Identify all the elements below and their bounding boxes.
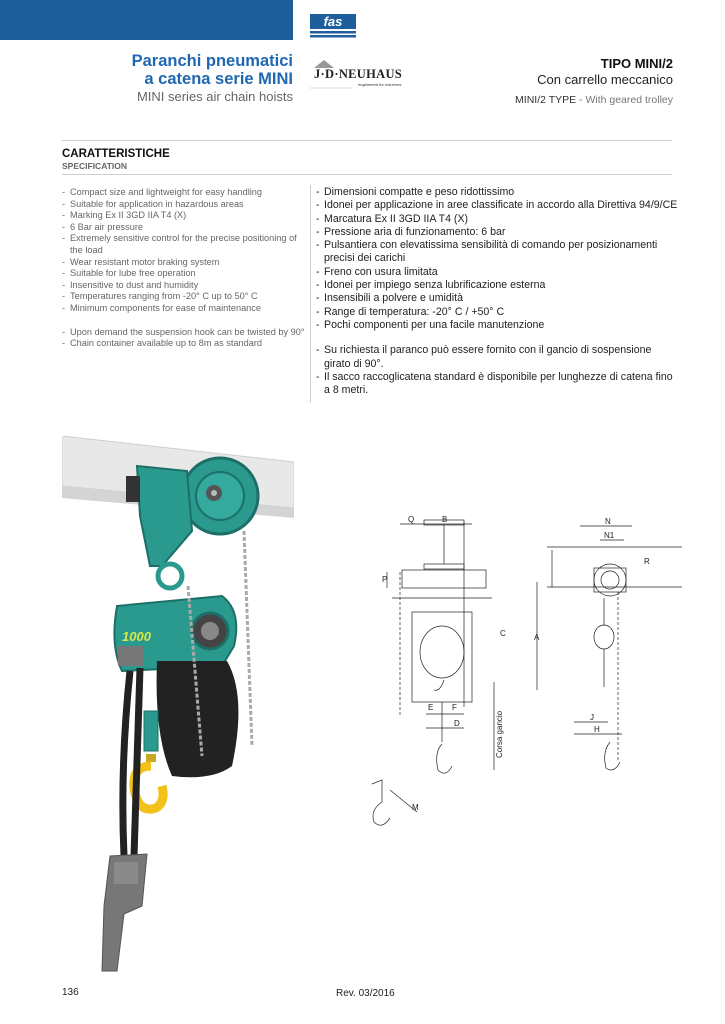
list-item: - Minimum components for ease of maintenance — [62, 303, 306, 315]
dim-label-q: Q — [408, 515, 415, 524]
dim-label-n: N — [605, 517, 611, 526]
dim-label-n1: N1 — [604, 531, 615, 540]
list-item: - Pressione aria di funzionamento: 6 bar — [316, 226, 678, 239]
list-item: - Su richiesta il paranco può essere fornito con il gancio di sospensione girato di 90°. — [316, 344, 678, 371]
list-item: - Pulsantiera con elevatissima sensibilità di comando per posizionamenti precisi dei carichi — [316, 239, 678, 266]
list-item: - Chain container available up to 8m as standard — [62, 338, 306, 350]
hoist-capacity-label: 1000 — [122, 629, 151, 644]
type-title: TIPO MINI/2 — [600, 56, 673, 71]
list-item: - Idonei per impiego senza lubrificazione esterna — [316, 279, 678, 292]
list-item: - Insensibili a polvere e umidità — [316, 292, 678, 305]
list-item: - Suitable for lube free operation — [62, 268, 306, 280]
type-code: MINI/2 TYPE — [515, 94, 577, 106]
dim-label-r: R — [644, 557, 650, 566]
revision-label: Rev. 03/2016 — [336, 988, 395, 999]
list-item: - Range di temperatura: -20° C / +50° C — [316, 306, 678, 319]
column-divider — [310, 185, 311, 403]
dim-label-c: C — [500, 629, 506, 638]
neuhaus-tagline: engineered for extremes — [358, 82, 402, 87]
spec-list-italian — [316, 186, 678, 397]
type-english — [515, 94, 673, 106]
spec-heading: CARATTERISTICHE — [62, 148, 170, 160]
dimension-drawing — [362, 512, 682, 832]
list-item: - Pochi componenti per una facile manutenzione — [316, 319, 678, 332]
list-item: - Idonei per applicazione in aree classificate in accordo alla Direttiva 94/9/CE — [316, 199, 678, 212]
list-item: - Marcatura Ex II 3GD IIA T4 (X) — [316, 213, 678, 226]
svg-text:fas: fas — [323, 14, 343, 29]
fas-logo — [310, 14, 356, 40]
title-line-2: a catena serie MINI — [144, 70, 293, 88]
header-band — [0, 0, 293, 40]
spec-list-english — [62, 187, 306, 350]
type-subtitle: Con carrello meccanico — [537, 72, 673, 87]
dim-label-d: D — [454, 719, 460, 728]
spec-divider — [62, 174, 672, 175]
list-item: - Insensitive to dust and humidity — [62, 280, 306, 292]
dim-label-h: H — [594, 725, 600, 734]
list-item: - Extremely sensitive control for the precise positioning of the load — [62, 233, 306, 256]
list-item: - Dimensioni compatte e peso ridottissimo — [316, 186, 678, 199]
hoist-photo — [62, 436, 294, 974]
page-subtitle: MINI series air chain hoists — [136, 89, 293, 104]
list-item: - Il sacco raccoglicatena standard è disponibile per lunghezze di catena fino a 8 metri. — [316, 371, 678, 398]
dim-label-f: F — [452, 703, 457, 712]
section-divider — [62, 140, 672, 141]
list-item: - Suitable for application in hazardous areas — [62, 199, 306, 211]
list-item: - Upon demand the suspension hook can be twisted by 90° — [62, 327, 306, 339]
title-line-1: Paranchi pneumatici — [131, 52, 293, 70]
list-item: - Wear resistant motor braking system — [62, 257, 306, 269]
spec-subheading: SPECIFICATION — [62, 161, 128, 171]
page-number: 136 — [62, 987, 79, 998]
type-desc: - With geared trolley — [579, 94, 673, 106]
dim-label-j: J — [590, 713, 594, 722]
neuhaus-logo — [310, 60, 405, 90]
list-item: - Compact size and lightweight for easy handling — [62, 187, 306, 199]
dim-label-stroke: Corsa gancio — [495, 710, 504, 758]
neuhaus-wordmark: J·D·NEUHAUS — [314, 67, 403, 81]
page-title — [132, 52, 293, 88]
list-item: - Marking Ex II 3GD IIA T4 (X) — [62, 210, 306, 222]
list-item: - 6 Bar air pressure — [62, 222, 306, 234]
dim-label-m: M — [412, 803, 419, 812]
dim-label-e: E — [428, 703, 434, 712]
list-item: - Freno con usura limitata — [316, 266, 678, 279]
dim-label-b: B — [442, 515, 448, 524]
dim-label-p: P — [382, 575, 388, 584]
dim-label-a: A — [534, 633, 540, 642]
list-item: - Temperatures ranging from -20° C up to 50° C — [62, 291, 306, 303]
